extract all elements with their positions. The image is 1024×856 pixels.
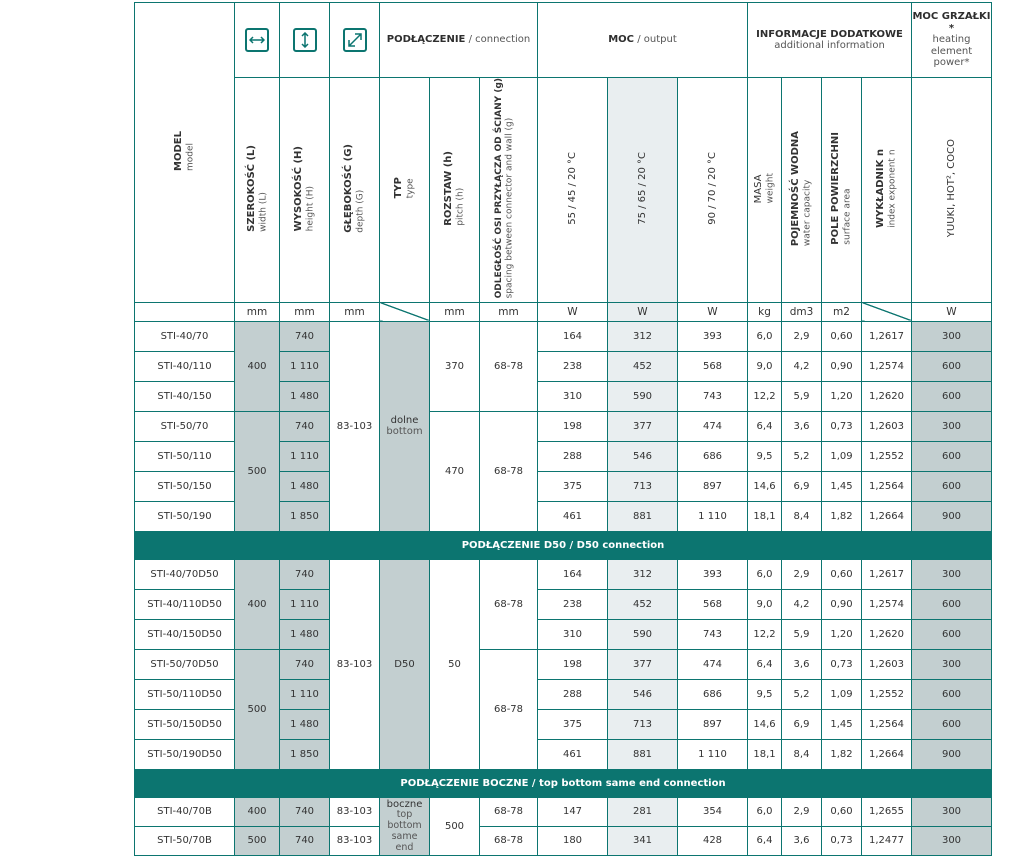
unit-cell: W bbox=[538, 302, 608, 321]
section-title-side: PODŁĄCZENIE BOCZNE / top bottom same end connection bbox=[135, 769, 992, 797]
table-row bbox=[135, 411, 992, 441]
surface-area-value: 0,73 bbox=[822, 411, 862, 441]
exponent-value: 1,2564 bbox=[862, 471, 912, 501]
output-75: 312 bbox=[608, 321, 678, 351]
output-90: 474 bbox=[678, 649, 748, 679]
height-value: 1 480 bbox=[280, 471, 330, 501]
height-value: 740 bbox=[280, 797, 330, 826]
pitch-value: 500 bbox=[430, 797, 480, 855]
unit-exponent bbox=[862, 302, 912, 321]
output-75: 590 bbox=[608, 619, 678, 649]
unit-cell: kg bbox=[748, 302, 782, 321]
pitch-value: 370 bbox=[430, 321, 480, 411]
header-surface: POLE POWIERZCHNI surface area bbox=[822, 78, 862, 303]
mass-value: 6,4 bbox=[748, 826, 782, 855]
height-value: 1 480 bbox=[280, 709, 330, 739]
output-75: 881 bbox=[608, 739, 678, 769]
output-90: 393 bbox=[678, 321, 748, 351]
exponent-value: 1,2664 bbox=[862, 501, 912, 531]
header-exponent: WYKŁADNIK n index exponent n bbox=[862, 78, 912, 303]
output-55: 288 bbox=[538, 441, 608, 471]
water-capacity-value: 5,9 bbox=[782, 619, 822, 649]
heater-power-value: 300 bbox=[912, 826, 992, 855]
height-value: 740 bbox=[280, 411, 330, 441]
water-capacity-value: 3,6 bbox=[782, 649, 822, 679]
water-capacity-value: 2,9 bbox=[782, 321, 822, 351]
type-pl: boczne bbox=[386, 798, 423, 810]
mass-value: 9,5 bbox=[748, 679, 782, 709]
model-name: STI-50/190 bbox=[135, 501, 235, 531]
type-value bbox=[380, 797, 430, 855]
width-value: 400 bbox=[235, 797, 280, 826]
exponent-value: 1,2603 bbox=[862, 649, 912, 679]
height-value: 1 110 bbox=[280, 589, 330, 619]
type-en: top bottom same end bbox=[387, 809, 422, 854]
model-name: STI-40/70 bbox=[135, 321, 235, 351]
water-capacity-value: 8,4 bbox=[782, 501, 822, 531]
exponent-value: 1,2603 bbox=[862, 411, 912, 441]
output-90: 897 bbox=[678, 709, 748, 739]
depth-value: 83-103 bbox=[330, 321, 380, 531]
heater-power-value: 300 bbox=[912, 321, 992, 351]
header-type: TYP type bbox=[380, 78, 430, 303]
section-side bbox=[135, 797, 992, 855]
height-value: 1 480 bbox=[280, 381, 330, 411]
output-90: 1 110 bbox=[678, 501, 748, 531]
mass-value: 14,6 bbox=[748, 709, 782, 739]
output-90: 686 bbox=[678, 679, 748, 709]
surface-area-value: 1,82 bbox=[822, 739, 862, 769]
height-value: 1 110 bbox=[280, 679, 330, 709]
heater-power-value: 600 bbox=[912, 619, 992, 649]
section-title-d50: PODŁĄCZENIE D50 / D50 connection bbox=[135, 531, 992, 559]
output-75: 713 bbox=[608, 471, 678, 501]
mass-value: 12,2 bbox=[748, 619, 782, 649]
height-value: 1 480 bbox=[280, 619, 330, 649]
output-90: 743 bbox=[678, 381, 748, 411]
heater-power-value: 300 bbox=[912, 559, 992, 589]
diagonal-arrow-icon bbox=[343, 28, 367, 52]
output-75: 713 bbox=[608, 709, 678, 739]
section-standard bbox=[135, 321, 992, 531]
depth-value: 83-103 bbox=[330, 559, 380, 769]
header-water: POJEMNOŚĆ WODNA water capacity bbox=[782, 78, 822, 303]
surface-area-value: 1,09 bbox=[822, 679, 862, 709]
water-capacity-value: 4,2 bbox=[782, 351, 822, 381]
output-55: 310 bbox=[538, 619, 608, 649]
output-90: 393 bbox=[678, 559, 748, 589]
heater-power-value: 300 bbox=[912, 649, 992, 679]
header-depth: GŁĘBOKOŚĆ (G) depth (G) bbox=[330, 78, 380, 303]
width-value: 400 bbox=[235, 321, 280, 411]
mass-value: 6,4 bbox=[748, 411, 782, 441]
table-row bbox=[135, 649, 992, 679]
exponent-value: 1,2564 bbox=[862, 709, 912, 739]
output-55: 238 bbox=[538, 351, 608, 381]
exponent-value: 1,2617 bbox=[862, 559, 912, 589]
depth-value: 83-103 bbox=[330, 797, 380, 826]
heater-power-value: 600 bbox=[912, 351, 992, 381]
output-75: 377 bbox=[608, 649, 678, 679]
type-value: D50 bbox=[380, 559, 430, 769]
output-90: 428 bbox=[678, 826, 748, 855]
surface-area-value: 1,45 bbox=[822, 709, 862, 739]
model-name: STI-40/150 bbox=[135, 381, 235, 411]
water-capacity-value: 5,2 bbox=[782, 679, 822, 709]
unit-cell: dm3 bbox=[782, 302, 822, 321]
model-name: STI-40/70B bbox=[135, 797, 235, 826]
pitch-value: 470 bbox=[430, 411, 480, 531]
output-55: 461 bbox=[538, 501, 608, 531]
heater-power-value: 300 bbox=[912, 797, 992, 826]
surface-area-value: 0,60 bbox=[822, 559, 862, 589]
unit-cell: W bbox=[912, 302, 992, 321]
exponent-value: 1,2617 bbox=[862, 321, 912, 351]
output-55: 461 bbox=[538, 739, 608, 769]
mass-value: 14,6 bbox=[748, 471, 782, 501]
spacing-value: 68-78 bbox=[480, 797, 538, 826]
depth-value: 83-103 bbox=[330, 826, 380, 855]
exponent-value: 1,2552 bbox=[862, 441, 912, 471]
heater-power-value: 600 bbox=[912, 679, 992, 709]
unit-cell: mm bbox=[280, 302, 330, 321]
height-value: 740 bbox=[280, 649, 330, 679]
heater-power-value: 600 bbox=[912, 471, 992, 501]
spec-table bbox=[134, 2, 992, 856]
height-value: 1 110 bbox=[280, 351, 330, 381]
width-value: 500 bbox=[235, 649, 280, 769]
header-spacing: ODLEGŁOŚĆ OSI PRZYŁĄCZA OD ŚCIANY (g) spacing between connector and wall (g) bbox=[480, 78, 538, 303]
surface-area-value: 0,73 bbox=[822, 649, 862, 679]
output-75: 881 bbox=[608, 501, 678, 531]
table-row bbox=[135, 559, 992, 589]
type-pl: dolne bbox=[390, 414, 419, 426]
spacing-value: 68-78 bbox=[480, 411, 538, 531]
type-en: bottom bbox=[386, 426, 423, 438]
output-75: 590 bbox=[608, 381, 678, 411]
model-name: STI-40/150D50 bbox=[135, 619, 235, 649]
table-row bbox=[135, 797, 992, 826]
output-90: 686 bbox=[678, 441, 748, 471]
mass-value: 9,0 bbox=[748, 589, 782, 619]
mass-value: 18,1 bbox=[748, 501, 782, 531]
output-90: 897 bbox=[678, 471, 748, 501]
model-name: STI-50/150 bbox=[135, 471, 235, 501]
header-heater-models: YUUKI, HOT², COCO bbox=[912, 78, 992, 303]
water-capacity-value: 8,4 bbox=[782, 739, 822, 769]
header-pitch: ROZSTAW (h) pitch (h) bbox=[430, 78, 480, 303]
output-55: 198 bbox=[538, 411, 608, 441]
model-name: STI-50/70 bbox=[135, 411, 235, 441]
unit-cell: mm bbox=[480, 302, 538, 321]
mass-value: 6,0 bbox=[748, 559, 782, 589]
water-capacity-value: 6,9 bbox=[782, 709, 822, 739]
model-name: STI-50/70D50 bbox=[135, 649, 235, 679]
water-capacity-value: 6,9 bbox=[782, 471, 822, 501]
mass-value: 18,1 bbox=[748, 739, 782, 769]
height-value: 740 bbox=[280, 826, 330, 855]
output-55: 164 bbox=[538, 321, 608, 351]
mass-value: 12,2 bbox=[748, 381, 782, 411]
water-capacity-value: 2,9 bbox=[782, 559, 822, 589]
exponent-value: 1,2664 bbox=[862, 739, 912, 769]
heater-power-value: 600 bbox=[912, 589, 992, 619]
height-value: 1 850 bbox=[280, 501, 330, 531]
mass-value: 9,0 bbox=[748, 351, 782, 381]
mass-value: 6,0 bbox=[748, 797, 782, 826]
header-temp-90: 90 / 70 / 20 °C bbox=[678, 78, 748, 303]
output-75: 452 bbox=[608, 351, 678, 381]
width-icon-cell bbox=[235, 3, 280, 78]
model-name: STI-50/110D50 bbox=[135, 679, 235, 709]
header-mass: MASA weight bbox=[748, 78, 782, 303]
height-value: 1 850 bbox=[280, 739, 330, 769]
output-90: 568 bbox=[678, 589, 748, 619]
model-name: STI-50/150D50 bbox=[135, 709, 235, 739]
heater-power-value: 300 bbox=[912, 411, 992, 441]
heater-power-value: 900 bbox=[912, 501, 992, 531]
output-55: 147 bbox=[538, 797, 608, 826]
depth-icon-cell bbox=[330, 3, 380, 78]
output-55: 375 bbox=[538, 709, 608, 739]
water-capacity-value: 5,9 bbox=[782, 381, 822, 411]
water-capacity-value: 2,9 bbox=[782, 797, 822, 826]
model-name: STI-50/190D50 bbox=[135, 739, 235, 769]
surface-area-value: 0,90 bbox=[822, 351, 862, 381]
mass-value: 6,4 bbox=[748, 649, 782, 679]
water-capacity-value: 5,2 bbox=[782, 441, 822, 471]
output-75: 546 bbox=[608, 441, 678, 471]
surface-area-value: 1,20 bbox=[822, 381, 862, 411]
surface-area-value: 1,45 bbox=[822, 471, 862, 501]
exponent-value: 1,2552 bbox=[862, 679, 912, 709]
output-55: 288 bbox=[538, 679, 608, 709]
width-value: 500 bbox=[235, 411, 280, 531]
output-75: 452 bbox=[608, 589, 678, 619]
output-55: 238 bbox=[538, 589, 608, 619]
unit-cell: W bbox=[608, 302, 678, 321]
output-75: 341 bbox=[608, 826, 678, 855]
exponent-value: 1,2574 bbox=[862, 351, 912, 381]
exponent-value: 1,2574 bbox=[862, 589, 912, 619]
surface-area-value: 1,82 bbox=[822, 501, 862, 531]
pitch-value: 50 bbox=[430, 559, 480, 769]
type-value bbox=[380, 321, 430, 531]
spacing-value: 68-78 bbox=[480, 649, 538, 769]
height-icon-cell bbox=[280, 3, 330, 78]
output-75: 312 bbox=[608, 559, 678, 589]
spacing-value: 68-78 bbox=[480, 559, 538, 649]
header-temp-75: 75 / 65 / 20 °C bbox=[608, 78, 678, 303]
unit-cell: mm bbox=[330, 302, 380, 321]
horizontal-arrow-icon bbox=[245, 28, 269, 52]
height-value: 740 bbox=[280, 559, 330, 589]
output-75: 377 bbox=[608, 411, 678, 441]
output-55: 310 bbox=[538, 381, 608, 411]
header-additional: INFORMACJE DODATKOWE additional information bbox=[748, 3, 912, 78]
water-capacity-value: 3,6 bbox=[782, 411, 822, 441]
model-name: STI-40/110D50 bbox=[135, 589, 235, 619]
unit-cell: mm bbox=[430, 302, 480, 321]
spacing-value: 68-78 bbox=[480, 826, 538, 855]
heater-power-value: 900 bbox=[912, 739, 992, 769]
unit-type bbox=[380, 302, 430, 321]
heater-power-value: 600 bbox=[912, 709, 992, 739]
table-row bbox=[135, 321, 992, 351]
header-output: MOC / output bbox=[538, 3, 748, 78]
header-height: WYSOKOŚĆ (H) height (H) bbox=[280, 78, 330, 303]
mass-value: 9,5 bbox=[748, 441, 782, 471]
unit-model bbox=[135, 302, 235, 321]
exponent-value: 1,2620 bbox=[862, 619, 912, 649]
mass-value: 6,0 bbox=[748, 321, 782, 351]
output-55: 164 bbox=[538, 559, 608, 589]
output-75: 281 bbox=[608, 797, 678, 826]
width-value: 500 bbox=[235, 826, 280, 855]
header-width: SZEROKOŚĆ (L) width (L) bbox=[235, 78, 280, 303]
output-90: 743 bbox=[678, 619, 748, 649]
surface-area-value: 0,60 bbox=[822, 797, 862, 826]
exponent-value: 1,2477 bbox=[862, 826, 912, 855]
output-90: 568 bbox=[678, 351, 748, 381]
output-90: 474 bbox=[678, 411, 748, 441]
surface-area-value: 1,20 bbox=[822, 619, 862, 649]
water-capacity-value: 4,2 bbox=[782, 589, 822, 619]
exponent-value: 1,2655 bbox=[862, 797, 912, 826]
surface-area-value: 0,60 bbox=[822, 321, 862, 351]
header-heater: MOC GRZAŁKI * heating element power* bbox=[912, 3, 992, 78]
output-55: 375 bbox=[538, 471, 608, 501]
section-d50 bbox=[135, 559, 992, 769]
output-75: 546 bbox=[608, 679, 678, 709]
table-row bbox=[135, 826, 992, 855]
heater-power-value: 600 bbox=[912, 441, 992, 471]
output-90: 1 110 bbox=[678, 739, 748, 769]
height-value: 740 bbox=[280, 321, 330, 351]
header-temp-55: 55 / 45 / 20 °C bbox=[538, 78, 608, 303]
unit-cell: W bbox=[678, 302, 748, 321]
model-name: STI-40/70D50 bbox=[135, 559, 235, 589]
header-connection: PODŁĄCZENIE / connection bbox=[380, 3, 538, 78]
water-capacity-value: 3,6 bbox=[782, 826, 822, 855]
surface-area-value: 0,73 bbox=[822, 826, 862, 855]
exponent-value: 1,2620 bbox=[862, 381, 912, 411]
spacing-value: 68-78 bbox=[480, 321, 538, 411]
model-name: STI-50/110 bbox=[135, 441, 235, 471]
unit-cell: m2 bbox=[822, 302, 862, 321]
output-55: 198 bbox=[538, 649, 608, 679]
output-90: 354 bbox=[678, 797, 748, 826]
surface-area-value: 1,09 bbox=[822, 441, 862, 471]
unit-cell: mm bbox=[235, 302, 280, 321]
width-value: 400 bbox=[235, 559, 280, 649]
model-name: STI-50/70B bbox=[135, 826, 235, 855]
height-value: 1 110 bbox=[280, 441, 330, 471]
output-55: 180 bbox=[538, 826, 608, 855]
model-name: STI-40/110 bbox=[135, 351, 235, 381]
heater-power-value: 600 bbox=[912, 381, 992, 411]
vertical-arrow-icon bbox=[293, 28, 317, 52]
surface-area-value: 0,90 bbox=[822, 589, 862, 619]
header-model: MODEL model bbox=[135, 3, 235, 303]
